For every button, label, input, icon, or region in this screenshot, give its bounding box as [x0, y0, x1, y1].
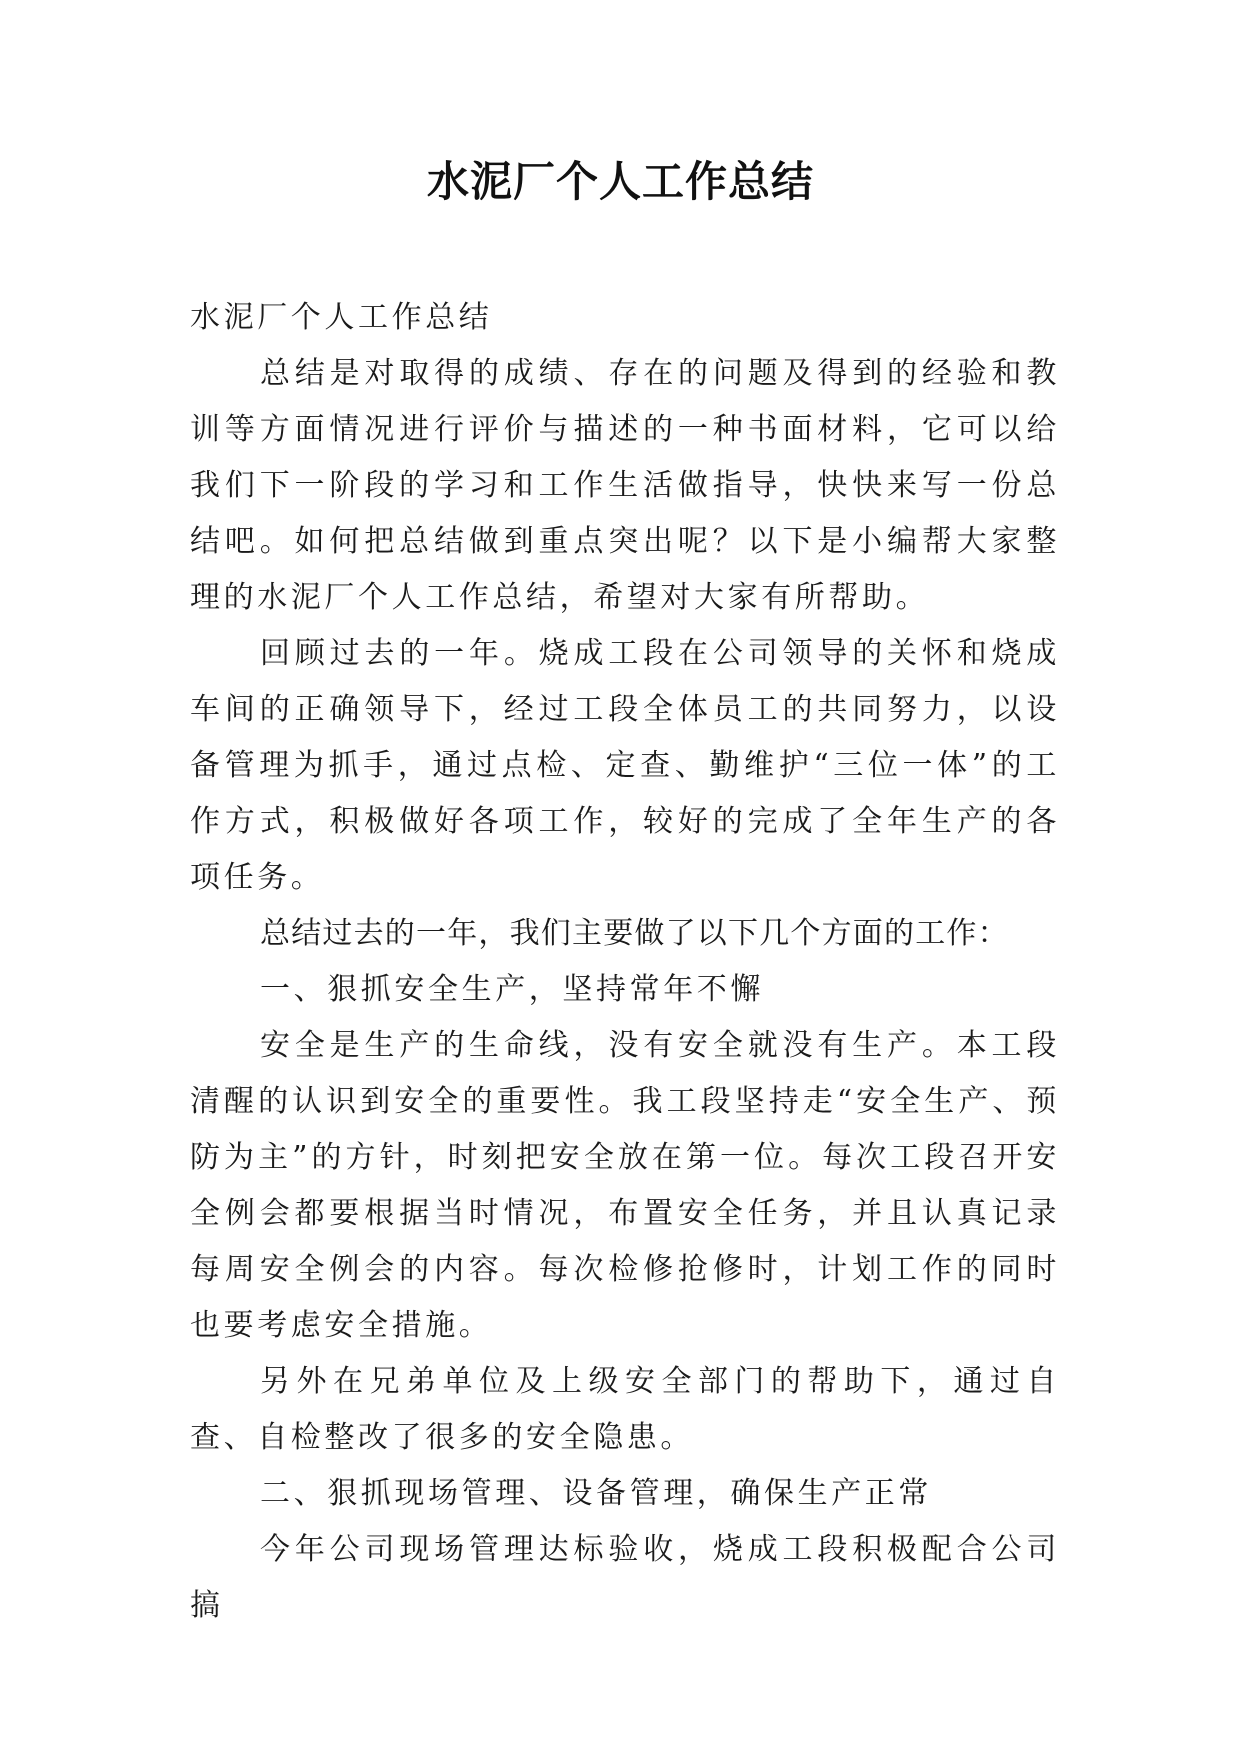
paragraph-heading: 水泥厂个人工作总结 — [190, 300, 493, 335]
paragraph-summary-lead: 总结过去的一年，我们主要做了以下几个方面的工作： — [260, 916, 1009, 951]
paragraph-inspection: 另外在兄弟单位及上级安全部门的帮助下，通过自查、自检整改了很多的安全隐患。 — [190, 1364, 1060, 1455]
section-heading-management: 二、狠抓现场管理、设备管理，确保生产正常 — [260, 1476, 932, 1511]
paragraph-safety: 安全是生产的生命线，没有安全就没有生产。本工段清醒的认识到安全的重要性。我工段坚持走“安全生产、预防为主”的方针，时刻把安全放在第一位。每次工段召开安全例会都要根据当时情况，布置安全任务，并且认真记录每周安全例会的内容。每次检修抢修时，计划工作的同时也要考虑安全措施。 — [190, 1028, 1060, 1343]
section-heading-safety: 一、狠抓安全生产，坚持常年不懈 — [260, 972, 764, 1007]
document-title: 水泥厂个人工作总结 — [426, 157, 814, 206]
paragraph-review: 回顾过去的一年。烧成工段在公司领导的关怀和烧成车间的正确领导下，经过工段全体员工的共同努力，以设备管理为抓手，通过点检、定查、勤维护“三位一体”的工作方式，积极做好各项工作，较好的完成了全年生产的各项任务。 — [190, 636, 1060, 895]
document-body — [190, 290, 1060, 1634]
paragraph-management: 今年公司现场管理达标验收，烧成工段积极配合公司搞 — [190, 1532, 1060, 1623]
paragraph-intro: 总结是对取得的成绩、存在的问题及得到的经验和教训等方面情况进行评价与描述的一种书面材料，它可以给我们下一阶段的学习和工作生活做指导，快快来写一份总结吧。如何把总结做到重点突出呢？以下是小编帮大家整理的水泥厂个人工作总结，希望对大家有所帮助。 — [190, 356, 1060, 615]
